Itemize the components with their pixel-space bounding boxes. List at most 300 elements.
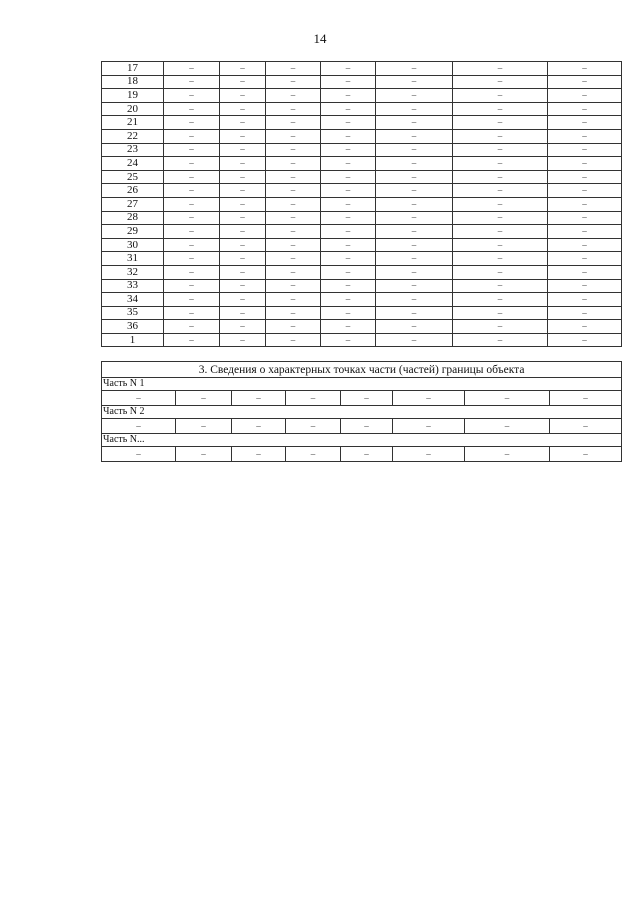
table-cell bbox=[220, 116, 266, 130]
empty-value-dash: – bbox=[411, 76, 417, 87]
parts-section-title: 3. Сведения о характерных точках части (частей) границы объекта bbox=[102, 362, 622, 378]
table-cell bbox=[548, 62, 622, 76]
table-row bbox=[102, 320, 622, 334]
empty-value-dash: – bbox=[240, 307, 245, 318]
coordinates-table bbox=[101, 61, 622, 347]
empty-value-dash: – bbox=[240, 103, 245, 114]
table-row bbox=[102, 197, 622, 211]
table-row bbox=[102, 279, 622, 293]
table-cell bbox=[548, 306, 622, 320]
empty-value-dash: – bbox=[240, 62, 245, 73]
empty-value-dash: – bbox=[582, 307, 587, 318]
table-cell bbox=[341, 391, 393, 406]
empty-value-dash: – bbox=[504, 448, 510, 459]
empty-value-dash: – bbox=[345, 307, 351, 318]
empty-value-dash: – bbox=[310, 448, 316, 459]
empty-value-dash: – bbox=[189, 117, 194, 128]
point-number: 20 bbox=[102, 102, 164, 116]
table-cell bbox=[232, 419, 286, 434]
empty-value-dash: – bbox=[290, 253, 296, 264]
table-cell bbox=[548, 143, 622, 157]
point-number: 24 bbox=[102, 157, 164, 171]
table-cell bbox=[376, 197, 453, 211]
empty-value-dash: – bbox=[201, 420, 206, 431]
empty-value-dash: – bbox=[411, 253, 417, 264]
empty-value-dash: – bbox=[345, 225, 351, 236]
empty-value-dash: – bbox=[411, 293, 417, 304]
table-row bbox=[102, 102, 622, 116]
empty-value-dash: – bbox=[136, 420, 141, 431]
table-cell bbox=[321, 252, 376, 266]
table-cell bbox=[220, 75, 266, 89]
table-cell bbox=[453, 306, 548, 320]
empty-value-dash: – bbox=[411, 307, 417, 318]
empty-value-dash: – bbox=[582, 130, 587, 141]
table-cell bbox=[548, 184, 622, 198]
empty-value-dash: – bbox=[411, 225, 417, 236]
empty-value-dash: – bbox=[497, 334, 503, 345]
empty-value-dash: – bbox=[426, 420, 431, 431]
table-cell bbox=[266, 116, 321, 130]
table-cell bbox=[164, 75, 220, 89]
empty-value-dash: – bbox=[189, 62, 194, 73]
empty-value-dash: – bbox=[345, 293, 351, 304]
table-row bbox=[102, 143, 622, 157]
table-cell bbox=[548, 320, 622, 334]
empty-value-dash: – bbox=[582, 280, 587, 291]
table-row bbox=[102, 116, 622, 130]
empty-value-dash: – bbox=[290, 130, 296, 141]
table-cell bbox=[266, 265, 321, 279]
table-cell bbox=[286, 391, 341, 406]
table-cell bbox=[220, 265, 266, 279]
table-cell bbox=[164, 211, 220, 225]
point-number: 1 bbox=[102, 333, 164, 347]
table-cell bbox=[376, 116, 453, 130]
empty-value-dash: – bbox=[240, 239, 245, 250]
empty-value-dash: – bbox=[189, 280, 194, 291]
empty-value-dash: – bbox=[497, 158, 503, 168]
table-cell bbox=[164, 116, 220, 130]
empty-value-dash: – bbox=[497, 198, 503, 209]
table-cell bbox=[220, 157, 266, 171]
point-number: 35 bbox=[102, 306, 164, 320]
empty-value-dash: – bbox=[582, 334, 587, 345]
empty-value-dash: – bbox=[201, 392, 206, 403]
table-cell bbox=[376, 320, 453, 334]
empty-value-dash: – bbox=[582, 198, 587, 209]
empty-value-dash: – bbox=[582, 158, 587, 168]
empty-value-dash: – bbox=[345, 239, 351, 250]
table-cell bbox=[220, 225, 266, 239]
table-cell bbox=[321, 157, 376, 171]
empty-value-dash: – bbox=[497, 117, 503, 128]
empty-value-dash: – bbox=[240, 117, 245, 128]
table-cell bbox=[453, 170, 548, 184]
table-cell bbox=[232, 447, 286, 462]
table-cell bbox=[376, 89, 453, 103]
empty-value-dash: – bbox=[497, 280, 503, 291]
point-number: 19 bbox=[102, 89, 164, 103]
table-cell bbox=[220, 211, 266, 225]
point-number: 23 bbox=[102, 143, 164, 157]
table-cell bbox=[453, 225, 548, 239]
empty-value-dash: – bbox=[345, 185, 351, 196]
table-cell bbox=[341, 419, 393, 434]
table-cell bbox=[453, 89, 548, 103]
table-cell bbox=[266, 211, 321, 225]
part-label: Часть N 1 bbox=[102, 378, 622, 391]
empty-value-dash: – bbox=[290, 293, 296, 304]
empty-value-dash: – bbox=[497, 239, 503, 250]
table-cell bbox=[376, 279, 453, 293]
table-cell bbox=[266, 184, 321, 198]
table-row bbox=[102, 157, 622, 171]
empty-value-dash: – bbox=[345, 266, 351, 277]
table-cell bbox=[548, 225, 622, 239]
empty-value-dash: – bbox=[310, 420, 316, 431]
table-cell bbox=[220, 170, 266, 184]
table-row bbox=[102, 293, 622, 307]
empty-value-dash: – bbox=[240, 212, 245, 223]
table-cell bbox=[376, 333, 453, 347]
table-cell bbox=[176, 419, 232, 434]
empty-value-dash: – bbox=[290, 76, 296, 87]
table-cell bbox=[321, 184, 376, 198]
empty-value-dash: – bbox=[290, 171, 296, 182]
table-cell bbox=[548, 252, 622, 266]
table-cell bbox=[321, 211, 376, 225]
empty-value-dash: – bbox=[411, 144, 417, 155]
empty-value-dash: – bbox=[240, 280, 245, 291]
table-cell bbox=[164, 143, 220, 157]
table-cell bbox=[548, 157, 622, 171]
empty-value-dash: – bbox=[290, 280, 296, 291]
table-cell bbox=[266, 157, 321, 171]
table-cell bbox=[393, 419, 465, 434]
table-cell bbox=[376, 306, 453, 320]
table-cell bbox=[164, 238, 220, 252]
table-cell bbox=[548, 102, 622, 116]
table-cell bbox=[453, 75, 548, 89]
empty-value-dash: – bbox=[582, 212, 587, 223]
table-cell bbox=[453, 252, 548, 266]
empty-value-dash: – bbox=[189, 239, 194, 250]
empty-value-dash: – bbox=[411, 185, 417, 196]
table-cell bbox=[321, 116, 376, 130]
point-number: 31 bbox=[102, 252, 164, 266]
empty-value-dash: – bbox=[364, 392, 369, 403]
empty-value-dash: – bbox=[411, 171, 417, 182]
empty-value-dash: – bbox=[256, 420, 261, 431]
parts-title-row bbox=[102, 362, 622, 378]
table-cell bbox=[376, 225, 453, 239]
empty-value-dash: – bbox=[583, 448, 588, 459]
empty-value-dash: – bbox=[411, 62, 417, 73]
table-cell bbox=[321, 333, 376, 347]
table-cell bbox=[321, 143, 376, 157]
table-cell bbox=[176, 391, 232, 406]
table-cell bbox=[321, 320, 376, 334]
table-cell bbox=[376, 238, 453, 252]
table-cell bbox=[548, 170, 622, 184]
table-cell bbox=[321, 62, 376, 76]
table-cell bbox=[453, 157, 548, 171]
empty-value-dash: – bbox=[582, 185, 587, 196]
empty-value-dash: – bbox=[497, 266, 503, 277]
table-cell bbox=[266, 102, 321, 116]
empty-value-dash: – bbox=[497, 293, 503, 304]
table-cell bbox=[321, 306, 376, 320]
table-cell bbox=[102, 447, 176, 462]
table-cell bbox=[321, 225, 376, 239]
empty-value-dash: – bbox=[582, 62, 587, 73]
table-cell bbox=[102, 391, 176, 406]
empty-value-dash: – bbox=[411, 212, 417, 223]
empty-value-dash: – bbox=[345, 198, 351, 209]
table-cell bbox=[164, 333, 220, 347]
part-values-row bbox=[102, 447, 622, 462]
table-cell bbox=[220, 333, 266, 347]
empty-value-dash: – bbox=[189, 212, 194, 223]
table-cell bbox=[465, 391, 550, 406]
empty-value-dash: – bbox=[345, 62, 351, 73]
empty-value-dash: – bbox=[290, 307, 296, 318]
empty-value-dash: – bbox=[290, 334, 296, 345]
table-cell bbox=[376, 170, 453, 184]
empty-value-dash: – bbox=[345, 171, 351, 182]
table-row bbox=[102, 265, 622, 279]
empty-value-dash: – bbox=[345, 144, 351, 155]
table-cell bbox=[321, 129, 376, 143]
empty-value-dash: – bbox=[411, 280, 417, 291]
part-label-row bbox=[102, 434, 622, 447]
empty-value-dash: – bbox=[290, 62, 296, 73]
empty-value-dash: – bbox=[504, 392, 510, 403]
table-cell bbox=[232, 391, 286, 406]
empty-value-dash: – bbox=[345, 280, 351, 291]
table-cell bbox=[164, 129, 220, 143]
table-cell bbox=[220, 197, 266, 211]
empty-value-dash: – bbox=[411, 334, 417, 345]
empty-value-dash: – bbox=[426, 392, 431, 403]
empty-value-dash: – bbox=[411, 90, 417, 101]
table-cell bbox=[453, 129, 548, 143]
empty-value-dash: – bbox=[497, 76, 503, 87]
table-cell bbox=[376, 265, 453, 279]
table-cell bbox=[376, 102, 453, 116]
empty-value-dash: – bbox=[240, 334, 245, 345]
table-cell bbox=[266, 62, 321, 76]
empty-value-dash: – bbox=[290, 117, 296, 128]
empty-value-dash: – bbox=[411, 239, 417, 250]
table-cell bbox=[453, 238, 548, 252]
empty-value-dash: – bbox=[201, 448, 206, 459]
part-label: Часть N 2 bbox=[102, 406, 622, 419]
table-cell bbox=[548, 293, 622, 307]
table-cell bbox=[550, 419, 622, 434]
table-row bbox=[102, 89, 622, 103]
table-cell bbox=[376, 129, 453, 143]
empty-value-dash: – bbox=[497, 130, 503, 141]
table-cell bbox=[266, 143, 321, 157]
empty-value-dash: – bbox=[497, 212, 503, 223]
point-number: 27 bbox=[102, 197, 164, 211]
part-label: Часть N... bbox=[102, 434, 622, 447]
empty-value-dash: – bbox=[136, 392, 141, 403]
empty-value-dash: – bbox=[240, 171, 245, 182]
empty-value-dash: – bbox=[364, 420, 369, 431]
empty-value-dash: – bbox=[290, 185, 296, 196]
table-row bbox=[102, 211, 622, 225]
empty-value-dash: – bbox=[411, 117, 417, 128]
empty-value-dash: – bbox=[189, 90, 194, 101]
table-cell bbox=[266, 320, 321, 334]
part-label-row bbox=[102, 378, 622, 391]
table-row bbox=[102, 306, 622, 320]
empty-value-dash: – bbox=[310, 392, 316, 403]
empty-value-dash: – bbox=[240, 253, 245, 264]
empty-value-dash: – bbox=[345, 321, 351, 332]
table-cell bbox=[376, 62, 453, 76]
empty-value-dash: – bbox=[189, 293, 194, 304]
empty-value-dash: – bbox=[582, 90, 587, 101]
table-cell bbox=[266, 238, 321, 252]
empty-value-dash: – bbox=[189, 103, 194, 114]
table-row bbox=[102, 184, 622, 198]
empty-value-dash: – bbox=[240, 225, 245, 236]
empty-value-dash: – bbox=[582, 293, 587, 304]
table-cell bbox=[220, 306, 266, 320]
empty-value-dash: – bbox=[290, 321, 296, 332]
page-number: 14 bbox=[313, 31, 327, 46]
point-number: 21 bbox=[102, 116, 164, 130]
table-cell bbox=[321, 102, 376, 116]
table-cell bbox=[376, 75, 453, 89]
table-cell bbox=[393, 447, 465, 462]
point-number: 18 bbox=[102, 75, 164, 89]
empty-value-dash: – bbox=[411, 158, 417, 168]
table-cell bbox=[321, 197, 376, 211]
table-cell bbox=[550, 391, 622, 406]
table-cell bbox=[164, 197, 220, 211]
empty-value-dash: – bbox=[411, 103, 417, 114]
table-cell bbox=[376, 293, 453, 307]
empty-value-dash: – bbox=[189, 171, 194, 182]
table-cell bbox=[548, 333, 622, 347]
table-cell bbox=[164, 102, 220, 116]
table-row bbox=[102, 62, 622, 76]
empty-value-dash: – bbox=[582, 144, 587, 155]
table-cell bbox=[164, 89, 220, 103]
table-cell bbox=[321, 279, 376, 293]
empty-value-dash: – bbox=[345, 334, 351, 345]
table-cell bbox=[220, 62, 266, 76]
empty-value-dash: – bbox=[256, 392, 261, 403]
table-cell bbox=[176, 447, 232, 462]
table-cell bbox=[548, 89, 622, 103]
table-cell bbox=[220, 102, 266, 116]
empty-value-dash: – bbox=[189, 198, 194, 209]
table-cell bbox=[453, 320, 548, 334]
point-number: 26 bbox=[102, 184, 164, 198]
table-cell bbox=[453, 211, 548, 225]
empty-value-dash: – bbox=[240, 144, 245, 155]
table-cell bbox=[550, 447, 622, 462]
table-cell bbox=[453, 143, 548, 157]
table-cell bbox=[453, 62, 548, 76]
empty-value-dash: – bbox=[497, 321, 503, 332]
table-cell bbox=[453, 265, 548, 279]
empty-value-dash: – bbox=[189, 158, 194, 168]
empty-value-dash: – bbox=[189, 266, 194, 277]
point-number: 34 bbox=[102, 293, 164, 307]
empty-value-dash: – bbox=[345, 76, 351, 87]
empty-value-dash: – bbox=[189, 225, 194, 236]
table-cell bbox=[548, 116, 622, 130]
table-cell bbox=[164, 157, 220, 171]
empty-value-dash: – bbox=[189, 307, 194, 318]
table-row bbox=[102, 225, 622, 239]
table-cell bbox=[548, 265, 622, 279]
empty-value-dash: – bbox=[240, 266, 245, 277]
part-values-row bbox=[102, 391, 622, 406]
empty-value-dash: – bbox=[189, 130, 194, 141]
point-number: 29 bbox=[102, 225, 164, 239]
empty-value-dash: – bbox=[345, 253, 351, 264]
table-cell bbox=[453, 184, 548, 198]
empty-value-dash: – bbox=[582, 76, 587, 87]
point-number: 36 bbox=[102, 320, 164, 334]
empty-value-dash: – bbox=[582, 117, 587, 128]
empty-value-dash: – bbox=[583, 420, 588, 431]
empty-value-dash: – bbox=[189, 76, 194, 87]
point-number: 25 bbox=[102, 170, 164, 184]
table-cell bbox=[376, 211, 453, 225]
empty-value-dash: – bbox=[240, 198, 245, 209]
empty-value-dash: – bbox=[582, 239, 587, 250]
empty-value-dash: – bbox=[290, 198, 296, 209]
table-cell bbox=[321, 265, 376, 279]
table-cell bbox=[286, 419, 341, 434]
empty-value-dash: – bbox=[290, 103, 296, 114]
empty-value-dash: – bbox=[345, 158, 351, 168]
table-cell bbox=[453, 293, 548, 307]
point-number: 17 bbox=[102, 62, 164, 76]
table-cell bbox=[548, 129, 622, 143]
table-cell bbox=[266, 170, 321, 184]
table-cell bbox=[164, 265, 220, 279]
point-number: 33 bbox=[102, 279, 164, 293]
table-cell bbox=[548, 238, 622, 252]
empty-value-dash: – bbox=[345, 117, 351, 128]
table-cell bbox=[376, 252, 453, 266]
table-cell bbox=[266, 306, 321, 320]
empty-value-dash: – bbox=[582, 321, 587, 332]
empty-value-dash: – bbox=[240, 76, 245, 87]
table-cell bbox=[220, 129, 266, 143]
table-cell bbox=[321, 293, 376, 307]
table-cell bbox=[164, 279, 220, 293]
table-cell bbox=[164, 184, 220, 198]
empty-value-dash: – bbox=[290, 266, 296, 277]
empty-value-dash: – bbox=[256, 448, 261, 459]
empty-value-dash: – bbox=[189, 253, 194, 264]
empty-value-dash: – bbox=[426, 448, 431, 459]
table-cell bbox=[164, 252, 220, 266]
empty-value-dash: – bbox=[497, 253, 503, 264]
empty-value-dash: – bbox=[497, 144, 503, 155]
